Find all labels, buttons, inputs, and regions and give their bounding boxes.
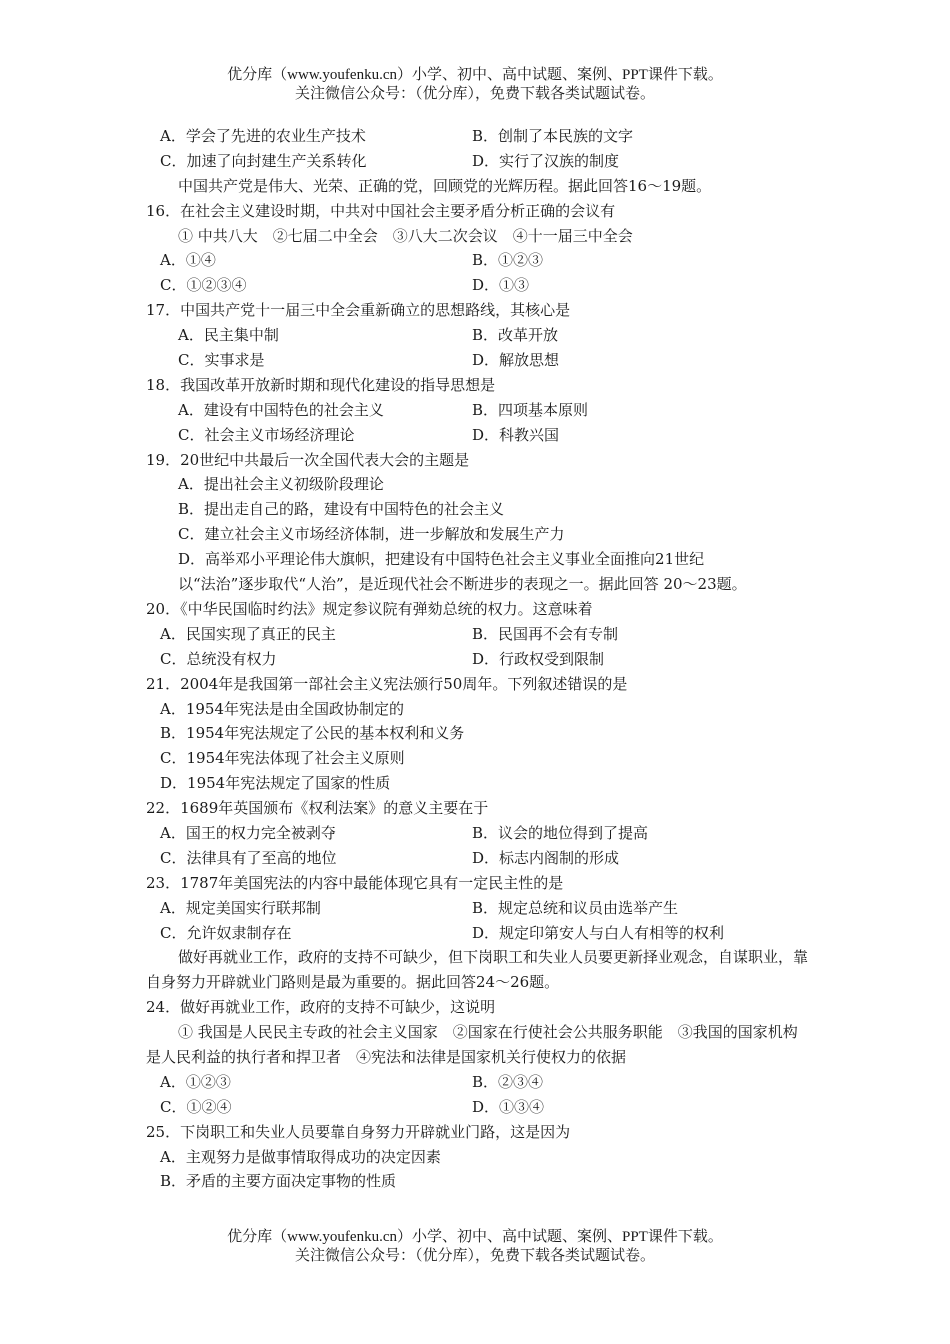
q15-options-row-1 <box>146 124 810 149</box>
q21-option-b: B．1954年宪法规定了公民的基本权利和义务 <box>160 724 465 743</box>
q24-options-row-2 <box>146 1095 810 1120</box>
q20-options-row-1 <box>146 622 810 647</box>
q16-stem: 16．在社会主义建设时期，中共对中国社会主要矛盾分析正确的会议有 <box>146 201 616 220</box>
q15-option-b: B．创制了本民族的文字 <box>472 127 634 145</box>
q23-stem: 23．1787年美国宪法的内容中最能体现它具有一定民主性的是 <box>146 873 564 892</box>
q23-option-d: D．规定印第安人与白人有相等的权利 <box>472 923 725 942</box>
footer-line-1: 优分库（www.youfenku.cn）小学、初中、高中试题、案例、PPT课件下载。 <box>227 1229 723 1245</box>
q17-option-d: D．解放思想 <box>472 351 560 370</box>
q17-option-b: B．改革开放 <box>472 326 559 345</box>
q24-option-b: B．②③④ <box>472 1072 544 1091</box>
q15-option-a: A．学会了先进的农业生产技术 <box>160 127 366 145</box>
header-line-2: 关注微信公众号：（优分库），免费下载各类试题试卷。 <box>294 86 655 102</box>
q24-stem: 24．做好再就业工作，政府的支持不可缺少，这说明 <box>146 998 496 1017</box>
q18-option-a: A．建设有中国特色的社会主义 <box>178 400 384 419</box>
q15-option-c: C．加速了向封建生产关系转化 <box>160 151 367 170</box>
q25-option-a: A．主观努力是做事情取得成功的决定因素 <box>160 1147 441 1166</box>
q23-option-c: C．允许奴隶制存在 <box>160 923 292 942</box>
q18-option-d: D．科教兴国 <box>472 425 560 444</box>
q16-option-b: B．①②③ <box>472 251 544 270</box>
q21-option-c: C．1954年宪法体现了社会主义原则 <box>160 749 405 768</box>
q16-options-row-1 <box>146 248 810 273</box>
q22-options-row-2 <box>146 846 810 871</box>
q16-option-c: C．①②③④ <box>160 276 247 295</box>
q24-option-c: C．①②④ <box>160 1097 232 1116</box>
intro-20-23: 以“法治”逐步取代“人治”，是近现代社会不断进步的表现之一。据此回答 20～23题。 <box>178 575 747 594</box>
q21-option-d: D．1954年宪法规定了国家的性质 <box>160 774 391 793</box>
header-line-1: 优分库（www.youfenku.cn）小学、初中、高中试题、案例、PPT课件下载。 <box>227 67 723 83</box>
q23-option-b: B．规定总统和议员由选举产生 <box>472 898 679 917</box>
q17-stem: 17．中国共产党十一届三中全会重新确立的思想路线，其核心是 <box>146 301 571 320</box>
q20-option-d: D．行政权受到限制 <box>472 649 605 668</box>
q23-options-row-1 <box>146 896 810 921</box>
q20-option-c: C．总统没有权力 <box>160 649 277 668</box>
q15-option-d: D．实行了汉族的制度 <box>472 151 620 170</box>
q19-stem: 19．20世纪中共最后一次全国代表大会的主题是 <box>146 450 470 469</box>
q23-option-a: A．规定美国实行联邦制 <box>160 898 321 917</box>
q17-options-row-1 <box>146 323 810 348</box>
q18-options-row-2 <box>146 423 810 448</box>
q17-options-row-2 <box>146 348 810 373</box>
exam-content <box>146 124 810 1194</box>
intro-24-26: 做好再就业工作，政府的支持不可缺少，但下岗职工和失业人员要更新择业观念，自谋职业，靠自身努力开辟就业门路则是最为重要的。据此回答24～26题。 <box>146 948 809 992</box>
q17-option-c: C．实事求是 <box>178 351 265 370</box>
q21-stem: 21．2004年是我国第一部社会主义宪法颁行50周年。下列叙述错误的是 <box>146 674 628 693</box>
q22-option-a: A．国王的权力完全被剥夺 <box>160 823 336 842</box>
q16-items: ① 中共八大 ②七届二中全会 ③八大二次会议 ④十一届三中全会 <box>178 226 633 245</box>
q21-option-a: A．1954年宪法是由全国政协制定的 <box>160 699 405 718</box>
q19-option-a: A．提出社会主义初级阶段理论 <box>178 475 384 494</box>
q20-stem: 20．《中华民国临时约法》规定参议院有弹劾总统的权力。这意味着 <box>146 599 593 618</box>
q18-stem: 18．我国改革开放新时期和现代化建设的指导思想是 <box>146 375 496 394</box>
q24-option-d: D．①③④ <box>472 1097 545 1116</box>
q18-option-c: C．社会主义市场经济理论 <box>178 425 355 444</box>
q18-options-row-1 <box>146 398 810 423</box>
q18-option-b: B．四项基本原则 <box>472 400 589 419</box>
q25-stem: 25．下岗职工和失业人员要靠自身努力开辟就业门路，这是因为 <box>146 1122 571 1141</box>
q24-items: ① 我国是人民民主专政的社会主义国家 ②国家在行使社会公共服务职能 ③我国的国家机构是人民利益的执行者和捍卫者 ④宪法和法律是国家机关行使权力的依据 <box>146 1023 798 1067</box>
footer-line-2: 关注微信公众号：（优分库），免费下载各类试题试卷。 <box>294 1248 655 1264</box>
q23-options-row-2 <box>146 921 810 946</box>
intro-16-19: 中国共产党是伟大、光荣、正确的党，回顾党的光辉历程。据此回答16～19题。 <box>178 176 712 195</box>
q22-stem: 22．1689年英国颁布《权利法案》的意义主要在于 <box>146 799 489 818</box>
q19-option-c: C．建立社会主义市场经济体制，进一步解放和发展生产力 <box>178 525 565 544</box>
q20-option-a: A．民国实现了真正的民主 <box>160 624 336 643</box>
q25-option-b: B．矛盾的主要方面决定事物的性质 <box>160 1172 397 1191</box>
q24-options-row-1 <box>146 1070 810 1095</box>
q19-option-d: D．高举邓小平理论伟大旗帜，把建设有中国特色社会主义事业全面推向21世纪 <box>178 550 705 569</box>
q20-options-row-2 <box>146 647 810 672</box>
q15-options-row-2 <box>146 149 810 174</box>
q22-option-b: B．议会的地位得到了提高 <box>472 823 649 842</box>
q20-option-b: B．民国再不会有专制 <box>472 624 619 643</box>
q16-option-a: A．①④ <box>160 251 216 270</box>
q19-option-b: B．提出走自己的路，建设有中国特色的社会主义 <box>178 500 505 519</box>
q17-option-a: A．民主集中制 <box>178 326 279 345</box>
q24-option-a: A．①②③ <box>160 1072 231 1091</box>
q22-option-c: C．法律具有了至高的地位 <box>160 848 337 867</box>
q16-option-d: D．①③ <box>472 276 530 295</box>
q22-options-row-1 <box>146 821 810 846</box>
q22-option-d: D．标志内阁制的形成 <box>472 848 620 867</box>
q16-options-row-2 <box>146 273 810 298</box>
